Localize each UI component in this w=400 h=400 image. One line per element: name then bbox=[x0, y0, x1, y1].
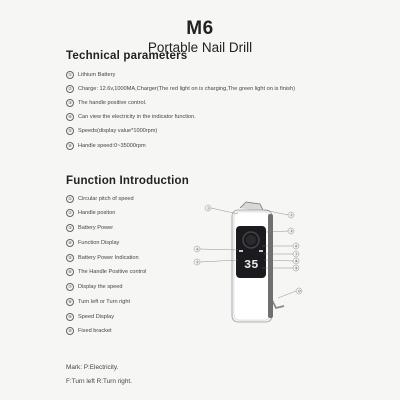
item-text: Handle speed:0~35000rpm bbox=[78, 143, 146, 149]
item-number: ③ bbox=[66, 99, 74, 107]
tech-params-heading: Technical parameters bbox=[66, 50, 188, 62]
item-text: Battery Power bbox=[78, 225, 114, 231]
tech-item bbox=[66, 71, 115, 79]
function-item bbox=[66, 239, 119, 247]
item-text: Fixed bracket bbox=[78, 328, 112, 334]
item-number: ⑧ bbox=[66, 298, 74, 306]
item-number: ① bbox=[66, 195, 74, 203]
speed-display-value: 35 bbox=[244, 258, 259, 272]
item-text: Charge: 12.6v,1000MA,Charger(The red light on is charging,The green light on is finish) bbox=[78, 86, 295, 92]
item-text: Speeds(display value*1000rpm) bbox=[78, 128, 158, 134]
item-number: ④ bbox=[66, 113, 74, 121]
function-item bbox=[66, 268, 146, 276]
function-item bbox=[66, 209, 115, 217]
item-text: Battery Power Indication bbox=[78, 255, 139, 261]
tech-item bbox=[66, 99, 146, 107]
tech-item bbox=[66, 142, 146, 150]
item-text: Speed Display bbox=[78, 314, 115, 320]
item-text: The Handle Positive control bbox=[78, 269, 147, 275]
item-text: Function Display bbox=[78, 240, 120, 246]
mark-note-directions: F:Turn left R:Turn right. bbox=[66, 378, 132, 385]
item-text: Display the speed bbox=[78, 284, 123, 290]
item-number: ⑥ bbox=[66, 268, 74, 276]
item-text: Can view the electricity in the indicator function. bbox=[78, 114, 196, 120]
function-item bbox=[66, 313, 114, 321]
function-item bbox=[66, 195, 134, 203]
item-text: Turn left or Turn right bbox=[78, 299, 131, 305]
battery-indicator bbox=[239, 250, 243, 252]
callout-label: ③ bbox=[289, 228, 294, 234]
function-item bbox=[66, 254, 139, 262]
speed-knob bbox=[246, 235, 256, 245]
callout-label: ⑨ bbox=[294, 265, 299, 271]
item-number: ③ bbox=[66, 224, 74, 232]
device-side bbox=[268, 214, 273, 318]
callout-label: ⑩ bbox=[297, 288, 302, 294]
callout-label: ⑥ bbox=[294, 243, 299, 249]
item-number: ⑨ bbox=[66, 313, 74, 321]
item-number: ⑥ bbox=[66, 142, 74, 150]
model-name: M6 bbox=[186, 18, 214, 39]
function-item bbox=[66, 327, 112, 335]
tech-item bbox=[66, 127, 157, 135]
function-item bbox=[66, 224, 113, 232]
item-text: Circular pitch of speed bbox=[78, 196, 134, 202]
device-illustration bbox=[195, 198, 308, 328]
callout-label: ⑦ bbox=[294, 251, 299, 257]
callout-label: ⑤ bbox=[195, 259, 200, 265]
item-number: ② bbox=[66, 85, 74, 93]
direction-indicator bbox=[259, 250, 263, 252]
callout-label: ⑧ bbox=[294, 258, 299, 264]
item-text: Lithium Battery bbox=[78, 72, 116, 78]
item-number: ⑩ bbox=[66, 327, 74, 335]
callout-label: ② bbox=[289, 212, 294, 218]
item-number: ④ bbox=[66, 239, 74, 247]
item-text: Handle positon bbox=[78, 210, 116, 216]
item-text: The handle positive control. bbox=[78, 100, 147, 106]
function-item bbox=[66, 283, 122, 291]
product-name: Portable Nail Drill bbox=[147, 40, 253, 55]
item-number: ⑤ bbox=[66, 127, 74, 135]
item-number: ② bbox=[66, 209, 74, 217]
mark-note: Mark: P:Electricity. bbox=[66, 364, 119, 371]
function-intro-heading: Function Introduction bbox=[66, 175, 190, 187]
callout-label: ④ bbox=[195, 246, 200, 252]
tech-item bbox=[66, 113, 196, 121]
tech-item bbox=[66, 85, 295, 93]
callout-label: ① bbox=[206, 205, 211, 211]
item-number: ⑤ bbox=[66, 254, 74, 262]
item-number: ⑦ bbox=[66, 283, 74, 291]
function-item bbox=[66, 298, 130, 306]
item-number: ① bbox=[66, 71, 74, 79]
